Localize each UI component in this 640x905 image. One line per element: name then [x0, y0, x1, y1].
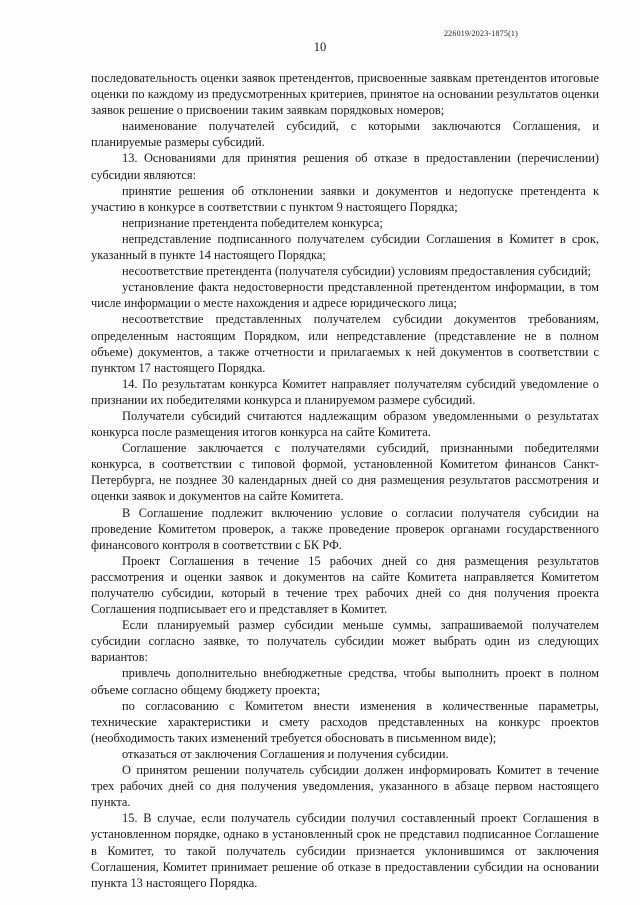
paragraph: 14. По результатам конкурса Комитет направляет получателям субсидий уведомление о признании их победителями конкурса и планируемом размере субсидий. — [91, 376, 599, 407]
paragraph: принятие решения об отклонении заявки и документов и недопуске претендента к участию в конкурсе в соответствии с пунктом 9 настоящего Порядка; — [91, 183, 599, 214]
body-text — [91, 70, 599, 891]
paragraph: Проект Соглашения в течение 15 рабочих дней со дня размещения результатов рассмотрения и оценки заявок и документов на сайте Комитета направляется Комитетом получателю субсидии, который в течение трех рабочих дней со дня получения проекта Соглашения подписывает его и представляет в Комитет. — [91, 553, 599, 617]
paragraph: последовательность оценки заявок претендентов, присвоенные заявкам претендентов итоговые оценки по каждому из предусмотренных критериев, принятое на основании результатов оценки заявок решение о присвоении таким заявкам порядковых номеров; — [91, 71, 599, 118]
paragraph: несоответствие претендента (получателя субсидии) условиям предоставления субсидий; — [122, 264, 591, 279]
paragraph: привлечь дополнительно внебюджетные средства, чтобы выполнить проект в полном объеме согласно общему бюджету проекта; — [91, 666, 599, 697]
paragraph: непредставление подписанного получателем субсидии Соглашения в Комитет в срок, указанный в пункте 14 настоящего Порядка; — [91, 231, 599, 263]
paragraph: 13. Основаниями для принятия решения об отказе в предоставлении (перечислении) субсидии являются: — [91, 151, 599, 182]
paragraph: Если планируемый размер субсидии меньше суммы, запрашиваемой получателем субсидии согласно заявке, то получатель субсидии может выбрать один из следующих вариантов: — [91, 618, 599, 665]
paragraph: 15. В случае, если получатель субсидии получил составленный проект Соглашения в установленном порядке, однако в установленный срок не представил подписанное Соглашение в Комитет, то такой получатель субсидии признается уклонившимся от заключения Соглашения, Комитет принимает решение об отказе в предоставлении субсидии на основании пункта 13 настоящего Порядка. — [91, 811, 599, 890]
paragraph: установление факта недостоверности представленной претендентом информации, в том числе информации о месте нахождения и адресе юридического лица; — [91, 280, 599, 311]
paragraph: В Соглашение подлежит включению условие о согласии получателя субсидии на проведение Комитетом проверок, а также проведение проверок органами государственного финансового контроля в соответствии с БК РФ. — [91, 505, 599, 552]
paragraph: по согласованию с Комитетом внести изменения в количественные параметры, технические характеристики и смету расходов представленных на конкурс проектов (необходимость таких изменений требуется обосновать в письменном виде); — [91, 698, 599, 745]
paragraph: Соглашение заключается с получателями субсидий, признанными победителями конкурса, в соответствии с типовой формой, установленной Комитетом финансов Санкт-Петербурга, не позднее 30 календарных дней со дня размещения результатов рассмотрения и оценки заявок и документов на сайте Комитета. — [91, 441, 599, 504]
page-number: 10 — [313, 40, 327, 54]
paragraph: несоответствие представленных получателем субсидии документов требованиям, определенным настоящим Порядком, или непредставление (представление не в полном объеме) документов, а также отчетности и прилагаемых к ней документов в соответствии с пунктом 17 настоящего Порядка. — [91, 312, 599, 375]
paragraph: Получатели субсидий считаются надлежащим образом уведомленными о результатах конкурса после размещения итогов конкурса на сайте Комитета. — [91, 408, 599, 440]
paragraph: наименование получателей субсидий, с которыми заключаются Соглашения, и планируемые размеры субсидий. — [91, 119, 599, 150]
paragraph: непризнание претендента победителем конкурса; — [122, 215, 383, 230]
document-id: 226019/2023-1875(1) — [443, 29, 518, 38]
paragraph: отказаться от заключения Соглашения и получения субсидии. — [122, 746, 449, 761]
paragraph: О принятом решении получатель субсидии должен информировать Комитет в течение трех рабочих дней со дня получения уведомления, указанного в абзаце первом настоящего пункта. — [91, 763, 599, 810]
